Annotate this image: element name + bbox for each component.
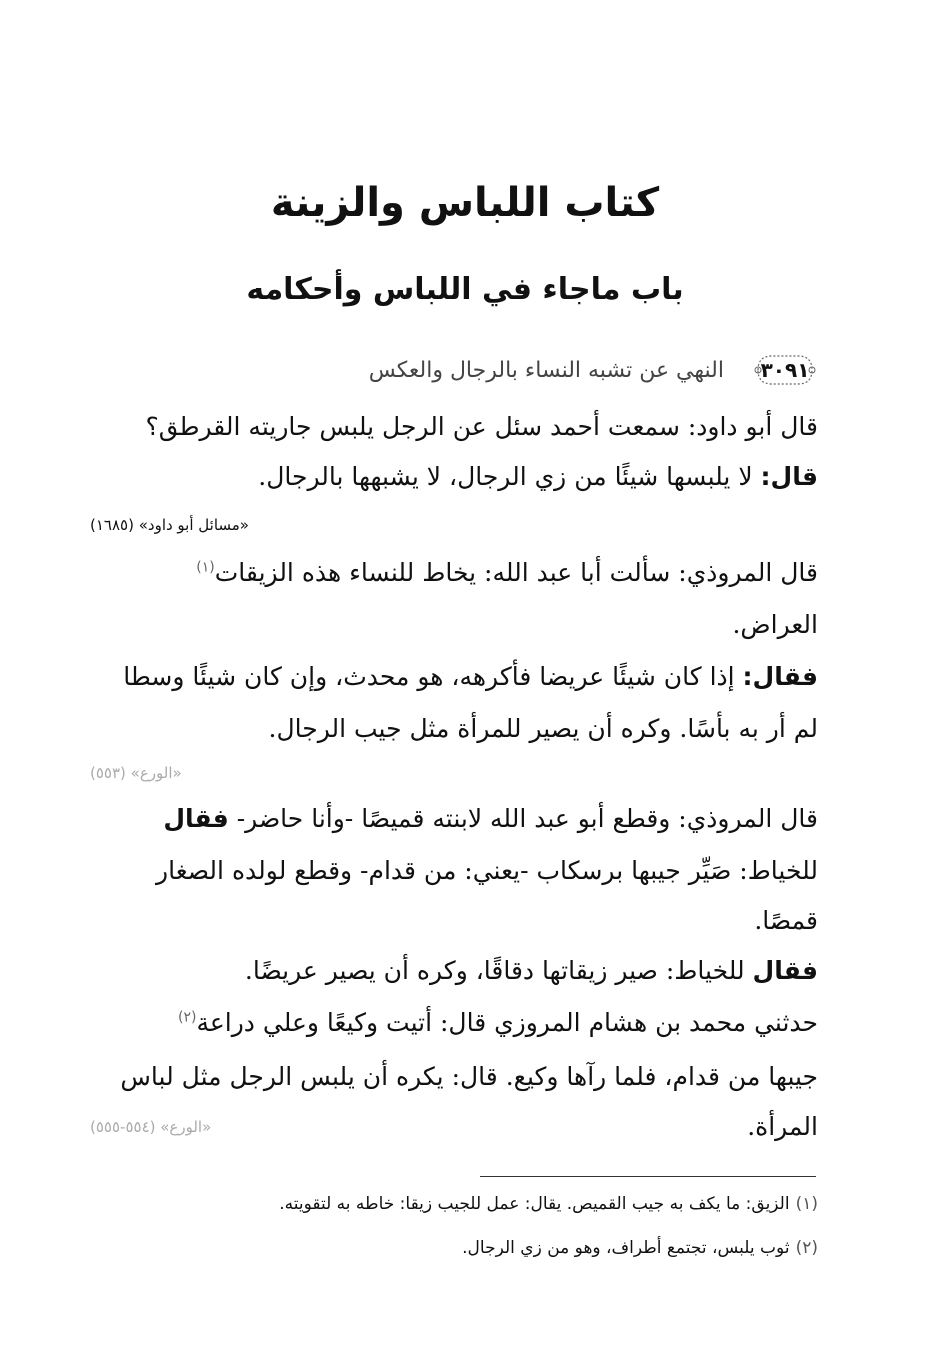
text-line	[108, 662, 818, 692]
text-span: إذا كان شيئًا عريضا فأكرهه، هو محدث، وإن كان شيئًا وسطا	[123, 662, 743, 691]
footnote-marker: (٢)	[177, 1009, 197, 1026]
section-title: النهي عن تشبه النساء بالرجال والعكس	[368, 357, 724, 383]
footnote-marker: (١)	[196, 559, 215, 576]
text-span: العراض.	[732, 610, 818, 639]
footnote-text: الزيق: ما يكف به جيب القميص. يقال: عمل للجيب زيقا: خاطه به لتقويته.	[279, 1194, 790, 1214]
text-span: لم أر به بأسًا. وكره أن يصير للمرأة مثل جيب الرجال.	[268, 714, 818, 743]
source-reference: «مسائل أبو داود» (١٦٨٥)	[90, 516, 249, 534]
text-line	[108, 1008, 818, 1038]
keyword-faqala: فقال:	[742, 662, 818, 691]
section-number: ٣٠٩١	[760, 358, 810, 382]
text-span: قال أبو داود: سمعت أحمد سئل عن الرجل يلبس جاريته القرطق؟	[145, 412, 818, 441]
keyword-faqala: فقال	[163, 804, 229, 833]
text-line	[108, 1062, 818, 1092]
footnote	[462, 1238, 818, 1258]
footnote-number: (١)	[795, 1194, 818, 1214]
section-heading	[118, 350, 818, 390]
text-line	[108, 558, 818, 588]
text-line	[108, 462, 818, 492]
footnote	[279, 1194, 818, 1214]
text-span: المرأة.	[747, 1112, 818, 1141]
text-line	[108, 1112, 818, 1142]
text-span: للخياط: صَيِّر جيبها برسكاب -يعني: من قدام- وقطع لولده الصغار	[156, 856, 818, 885]
text-line	[108, 906, 818, 936]
chapter-title: باب ماجاء في اللباس وأحكامه	[246, 272, 684, 307]
text-span: قمصًا.	[754, 906, 818, 935]
footnote-separator	[480, 1176, 816, 1177]
text-line	[108, 956, 818, 986]
text-line	[108, 714, 818, 744]
text-line	[108, 610, 818, 640]
book-title: كتاب اللباس والزينة	[270, 180, 660, 226]
text-line	[108, 412, 818, 442]
text-span: قال المروذي: وقطع أبو عبد الله لابنته قميصًا -وأنا حاضر-	[228, 804, 818, 833]
keyword-faqala: فقال	[752, 956, 818, 985]
text-span: قال المروذي: سألت أبا عبد الله: يخاط للنساء هذه الزيقات	[214, 558, 818, 587]
footnote-number: (٢)	[795, 1238, 818, 1258]
text-line	[108, 804, 818, 834]
keyword-qala: قال:	[760, 462, 818, 491]
text-span: جيبها من قدام، فلما رآها وكيع. قال: يكره أن يلبس الرجل مثل لباس	[120, 1062, 818, 1091]
section-number-ornament	[752, 352, 818, 388]
source-reference: «الورع» (٥٥٣)	[90, 764, 182, 782]
text-span: حدثني محمد بن هشام المروزي قال: أتيت وكيعًا وعلي دراعة	[196, 1008, 818, 1037]
text-span: للخياط: صير زيقاتها دقاقًا، وكره أن يصير عريضًا.	[244, 956, 753, 985]
text-span: لا يلبسها شيئًا من زي الرجال، لا يشبهها بالرجال.	[258, 462, 761, 491]
source-reference: «الورع» (٥٥٤-٥٥٥)	[90, 1118, 212, 1136]
footnote-text: ثوب يلبس، تجتمع أطراف، وهو من زي الرجال.	[462, 1238, 790, 1258]
text-line	[108, 856, 818, 886]
